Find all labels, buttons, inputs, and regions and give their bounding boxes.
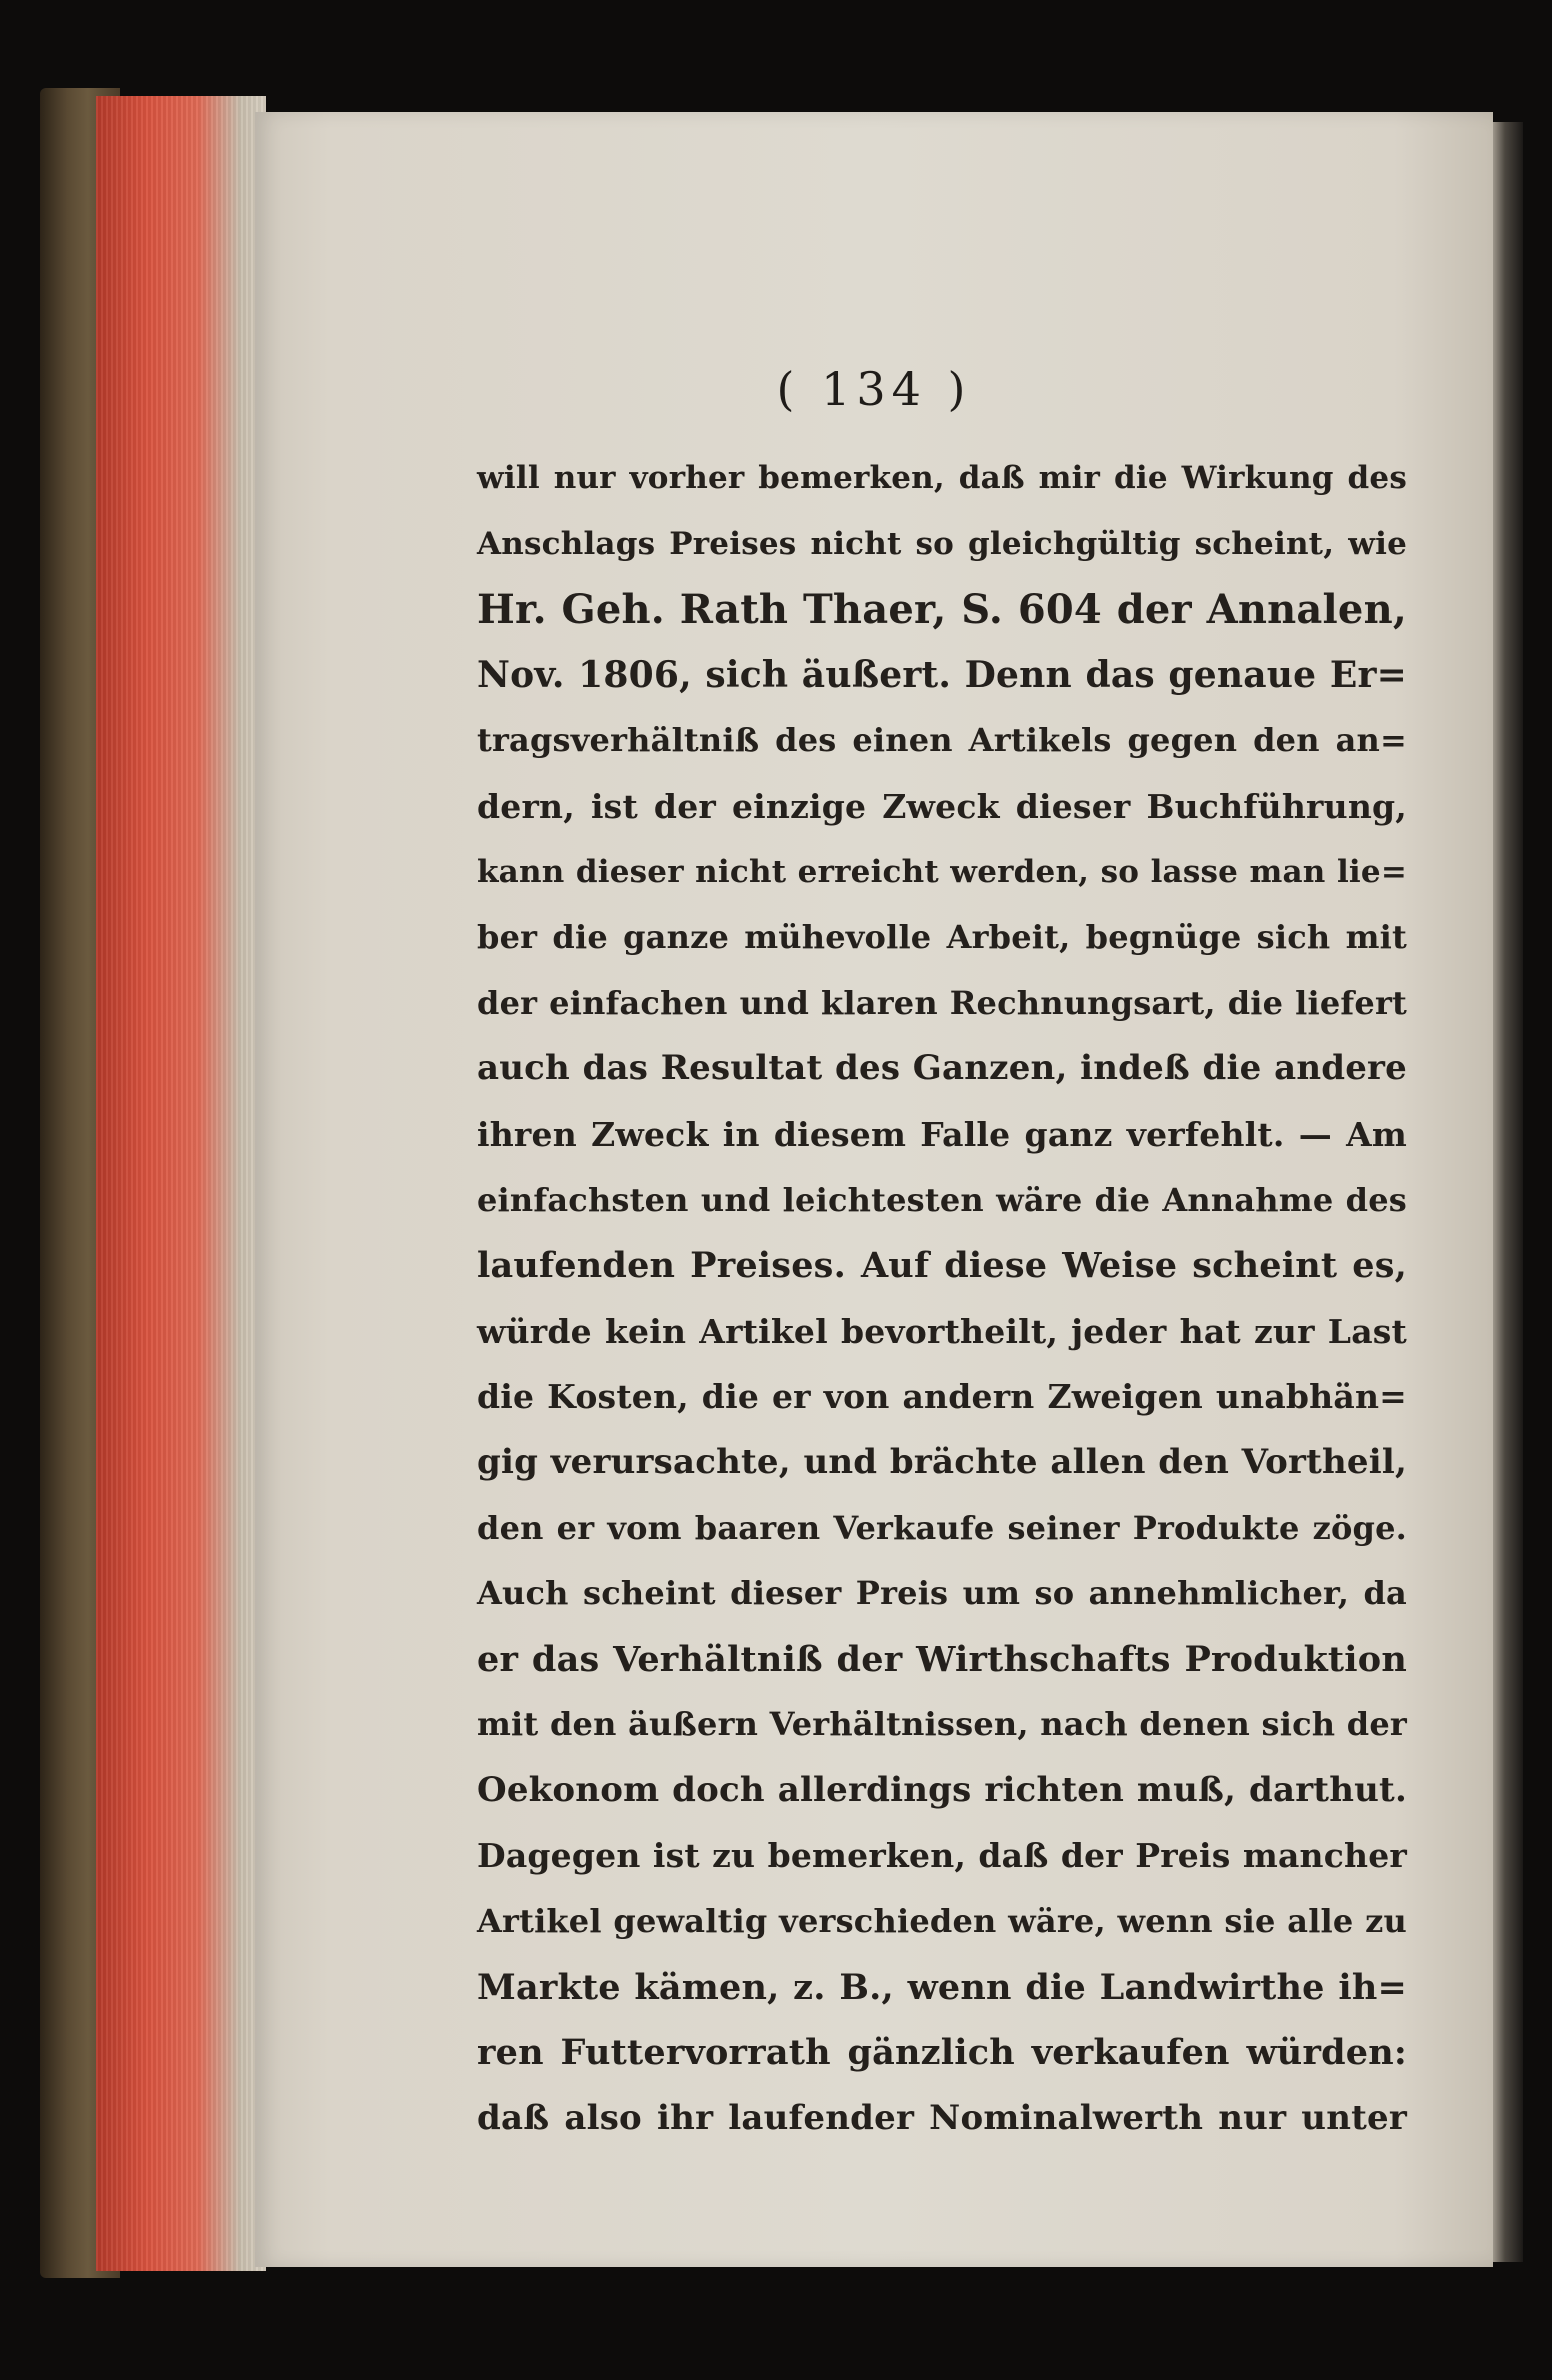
text-line: die Kosten, die er von andern Zweigen unabhän= bbox=[477, 1377, 1407, 1417]
text-line: dern, ist der einzige Zweck dieser Buchführung, bbox=[477, 786, 1407, 826]
book-page bbox=[255, 112, 1493, 2267]
text-line: mit den äußern Verhältnissen, nach denen sich der bbox=[477, 1705, 1407, 1744]
page-text bbox=[477, 446, 1407, 2151]
text-line: laufenden Preises. Auf diese Weise scheint es, bbox=[477, 1245, 1407, 1287]
next-page-edge bbox=[1493, 122, 1523, 2262]
text-line: will nur vorher bemerken, daß mir die Wirkung des bbox=[477, 460, 1407, 496]
text-line: ihren Zweck in diesem Falle ganz verfehlt. — Am bbox=[477, 1114, 1407, 1154]
text-line: kann dieser nicht erreicht werden, so lasse man lie= bbox=[477, 853, 1407, 890]
text-line: einfachsten und leichtesten wäre die Annahme des bbox=[477, 1180, 1407, 1219]
text-line: ber die ganze mühevolle Arbeit, begnüge sich mit bbox=[477, 918, 1407, 957]
page-number: ( 134 ) bbox=[776, 362, 972, 416]
text-line: ren Futtervorrath gänzlich verkaufen würden: bbox=[477, 2032, 1407, 2074]
text-line: der einfachen und klaren Rechnungsart, die liefert bbox=[477, 983, 1407, 1022]
page-edges bbox=[96, 96, 266, 2271]
text-line: auch das Resultat des Ganzen, indeß die andere bbox=[477, 1048, 1407, 1089]
text-line: Dagegen ist zu bemerken, daß der Preis mancher bbox=[477, 1836, 1407, 1876]
text-line: gig verursachte, und brächte allen den Vortheil, bbox=[477, 1441, 1407, 1482]
text-line: er das Verhältniß der Wirthschafts Produktion bbox=[477, 1638, 1407, 1680]
text-line: Markte kämen, z. B., wenn die Landwirthe ih= bbox=[477, 1966, 1407, 2008]
text-line: würde kein Artikel bevortheilt, jeder hat zur Last bbox=[477, 1311, 1407, 1351]
text-line: daß also ihr laufender Nominalwerth nur unter bbox=[477, 2097, 1407, 2138]
text-line: Artikel gewaltig verschieden wäre, wenn sie alle zu bbox=[477, 1902, 1407, 1941]
text-line: Nov. 1806, sich äußert. Denn das genaue Er= bbox=[477, 653, 1407, 696]
text-line: den er vom baaren Verkaufe seiner Produkte zöge. bbox=[477, 1508, 1407, 1547]
text-line: tragsverhältniß des einen Artikels gegen den an= bbox=[477, 721, 1407, 760]
text-line: Anschlags Preises nicht so gleichgültig scheint, wie bbox=[477, 525, 1407, 562]
text-line: Oekonom doch allerdings richten muß, darthut. bbox=[477, 1769, 1407, 1810]
text-line: Hr. Geh. Rath Thaer, S. 604 der Annalen, bbox=[477, 586, 1407, 634]
text-line: Auch scheint dieser Preis um so annehmlicher, da bbox=[477, 1574, 1407, 1613]
